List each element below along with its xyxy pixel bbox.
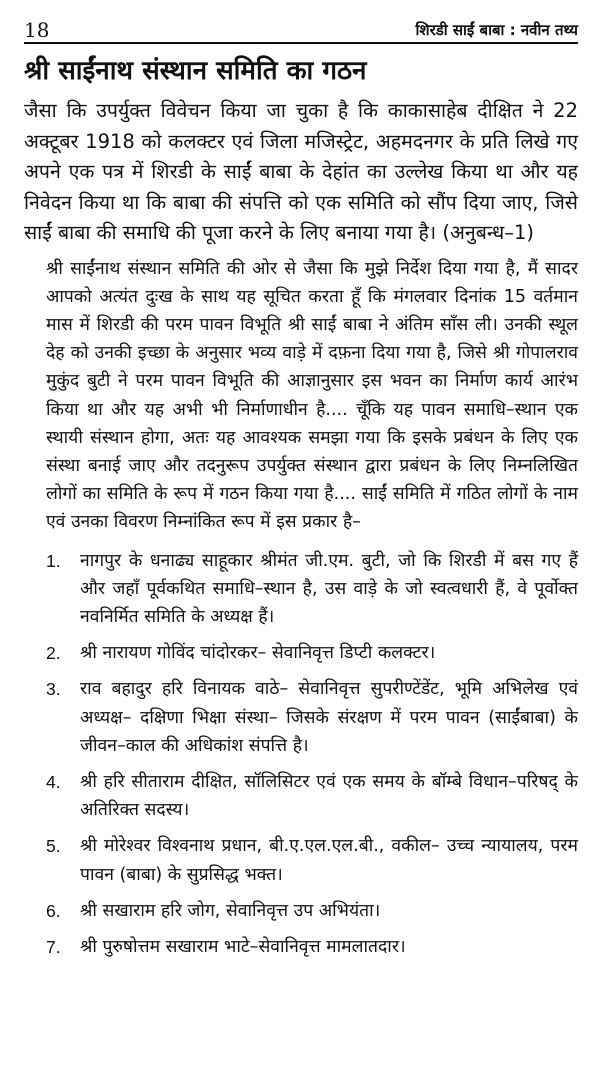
list-item-number: 6. (46, 900, 61, 921)
member-list (46, 547, 578, 962)
list-item-number: 3. (46, 679, 61, 700)
list-item-text: श्री सखाराम हरि जोग, सेवानिवृत्त उप अभियंता। (80, 900, 381, 921)
list-item-text: श्री हरि सीताराम दीक्षित, सॉलिसिटर एवं एक समय के बॉम्बे विधान–परिषद् के अतिरिक्त सदस्य। (80, 771, 578, 821)
list-item-number: 5. (46, 836, 61, 857)
list-item-text: नागपुर के धनाढ्य साहूकार श्रीमंत जी.एम. बुटी, जो कि शिरडी में बस गए हैं और जहाँ पूर्वकथित समाधि–स्थान है, उस वाड़े के जो स्वत्वधारी हैं, वे पूर्वोक्त नवनिर्मित समिति के अध्यक्ष हैं। (80, 550, 578, 627)
list-item (46, 933, 578, 961)
list-item-number: 1. (46, 550, 61, 571)
list-item-text: श्री नारायण गोविंद चांदोरकर– सेवानिवृत्त डिप्टी कलक्टर। (80, 643, 436, 664)
list-item (46, 832, 578, 888)
quoted-letter (24, 255, 578, 962)
list-item-text: श्री पुरुषोत्तम सखाराम भाटे–सेवानिवृत्त मामलातदार। (80, 936, 406, 957)
list-item (46, 547, 578, 632)
list-item-number: 4. (46, 771, 61, 792)
running-title: शिरडी साईं बाबा : नवीन तथ्य (415, 21, 578, 39)
list-item-number: 2. (46, 643, 61, 664)
list-item (46, 897, 578, 925)
letter-body: श्री साईंनाथ संस्थान समिति की ओर से जैसा कि मुझे निर्देश दिया गया है, मैं सादर आपको अत्यंत दुःख के साथ यह सूचित करता हूँ कि मंगलवार दिनांक 15 वर्तमान मास में शिरडी की परम पावन विभूति श्री साईं बाबा ने अंतिम साँस ली। उनकी स्थूल देह को उनकी इच्छा के अनुसार भव्य वाड़े में दफ़ना दिया गया है, जिसे श्री गोपालराव मुकुंद बुटी ने परम पावन विभूति की आज्ञानुसार इस भवन का निर्माण कार्य आरंभ किया था और यह अभी भी निर्माणाधीन है.... चूँकि यह पावन समाधि–स्थान एक स्थायी संस्थान होगा, अतः यह आवश्यक समझा गया कि इसके प्रबंधन के लिए एक संस्था बनाई जाए और तदनुरूप उपर्युक्त संस्थान द्वारा प्रबंधन के लिए निम्नलिखित लोगों का समिति के रूप में गठन किया गया है.... साईं समिति में गठित लोगों के नाम एवं उनका विवरण निम्नांकित रूप में इस प्रकार है– (46, 258, 578, 533)
intro-paragraph: जैसा कि उपर्युक्त विवेचन किया जा चुका है कि काकासाहेब दीक्षित ने 22 अक्टूबर 1918 को कलक्टर एवं जिला मजिस्ट्रेट, अहमदनगर के प्रति लिखे गए अपने एक पत्र में शिरडी के साईं बाबा के देहांत का उल्लेख किया था और यह निवेदन किया था कि बाबा की संपत्ति को एक समिति को सौंप दिया जाए, जिसे साईं बाबा की समाधि की पूजा करने के लिए बनाया गया है। (अनुबन्ध–1) (24, 99, 578, 244)
list-item-text: श्री मोरेश्वर विश्वनाथ प्रधान, बी.ए.एल.एल.बी., वकील– उच्च न्यायालय, परम पावन (बाबा) के सुप्रसिद्ध भक्त। (80, 836, 578, 885)
list-item-number: 7. (46, 936, 61, 957)
list-item (46, 768, 578, 824)
list-item (46, 639, 578, 667)
section-title: श्री साईंनाथ संस्थान समिति का गठन (24, 56, 367, 86)
page-number: 18 (24, 18, 50, 42)
page-header (24, 0, 578, 44)
list-item-text: राव बहादुर हरि विनायक वाठे– सेवानिवृत्त सुपरीण्टेंडेंट, भूमि अभिलेख एवं अध्यक्ष– दक्षिणा भिक्षा संस्था– जिसके संरक्षण में परम पावन (साईंबाबा) के जीवन–काल की अधिकांश संपत्ति है। (80, 679, 578, 756)
list-item (46, 675, 578, 760)
